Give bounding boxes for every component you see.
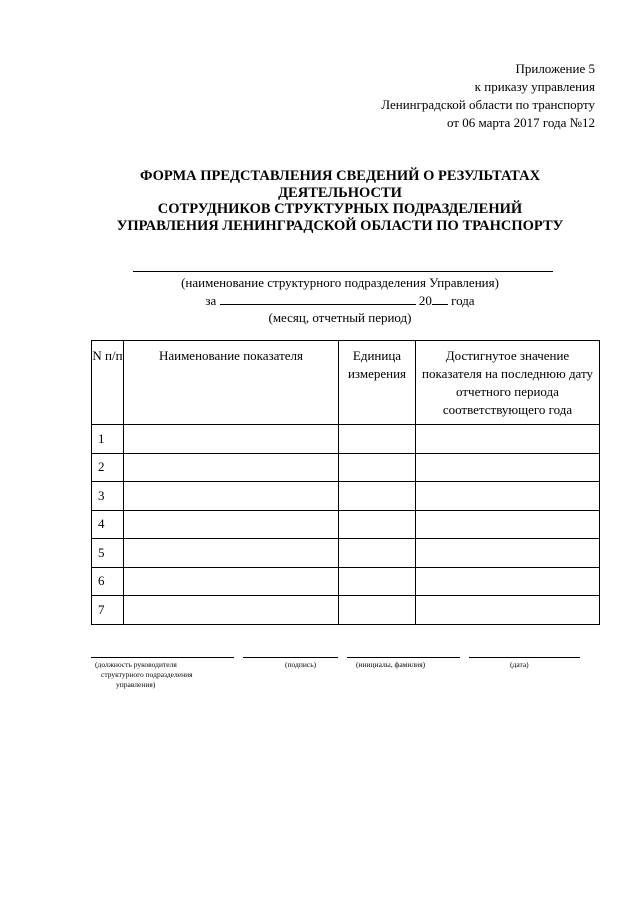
indicator-name-cell[interactable] [124, 510, 339, 539]
table-row [92, 567, 600, 596]
position-label-1: (должность руководителя [95, 660, 177, 669]
row-number: 2 [92, 453, 124, 482]
initials-label: (инициалы, фамилия) [356, 660, 426, 669]
row-number: 6 [92, 567, 124, 596]
header-number: N п/п [92, 341, 124, 425]
value-cell[interactable] [416, 453, 600, 482]
date-label: (дата) [510, 660, 529, 669]
appendix-authority: Ленинградской области по транспорту [381, 97, 595, 112]
signature-line[interactable] [243, 657, 338, 658]
period-year-field[interactable] [432, 292, 448, 305]
appendix-number: Приложение 5 [515, 61, 595, 76]
period-year-prefix: 20 [418, 293, 432, 308]
date-signature-line[interactable] [469, 657, 580, 658]
indicator-name-cell[interactable] [124, 567, 339, 596]
title-line-4: УПРАВЛЕНИЯ ЛЕНИНГРАДСКОЙ ОБЛАСТИ ПО ТРАНСПОРТУ [116, 217, 564, 234]
title-line-2: ДЕЯТЕЛЬНОСТИ [278, 184, 402, 201]
position-label-3: управления) [116, 680, 156, 689]
indicators-table [91, 340, 600, 625]
indicator-name-cell[interactable] [124, 482, 339, 511]
indicator-name-cell[interactable] [124, 539, 339, 568]
value-cell[interactable] [416, 510, 600, 539]
appendix-block [381, 60, 595, 132]
header-indicator-name: Наименование показателя [124, 341, 339, 425]
period-prefix: за [205, 293, 217, 308]
unit-cell[interactable] [339, 567, 416, 596]
form-title [60, 168, 620, 234]
header-unit: Единица измерения [339, 341, 416, 425]
unit-cell[interactable] [339, 425, 416, 454]
row-number: 5 [92, 539, 124, 568]
position-label-2: структурного подразделения [101, 670, 193, 679]
unit-cell[interactable] [339, 510, 416, 539]
unit-cell[interactable] [339, 453, 416, 482]
value-cell[interactable] [416, 596, 600, 625]
table-row [92, 482, 600, 511]
header-achieved-value: Достигнутое значение показателя на последнюю дату отчетного периода соответствующего года [416, 341, 600, 425]
signature-label: (подпись) [285, 660, 317, 669]
table-row [92, 596, 600, 625]
unit-cell[interactable] [339, 596, 416, 625]
table-row [92, 453, 600, 482]
value-cell[interactable] [416, 482, 600, 511]
initials-signature-line[interactable] [347, 657, 460, 658]
appendix-order: к приказу управления [474, 79, 595, 94]
row-number: 1 [92, 425, 124, 454]
table-row [92, 425, 600, 454]
value-cell[interactable] [416, 539, 600, 568]
department-caption: (наименование структурного подразделения Управления) [181, 275, 499, 290]
value-cell[interactable] [416, 567, 600, 596]
indicator-name-cell[interactable] [124, 425, 339, 454]
unit-cell[interactable] [339, 539, 416, 568]
department-name-field[interactable] [133, 271, 553, 272]
period-row [60, 292, 620, 309]
table-row [92, 539, 600, 568]
row-number: 4 [92, 510, 124, 539]
period-suffix: года [451, 293, 475, 308]
indicator-name-cell[interactable] [124, 596, 339, 625]
title-line-3: СОТРУДНИКОВ СТРУКТУРНЫХ ПОДРАЗДЕЛЕНИЙ [157, 201, 523, 217]
value-cell[interactable] [416, 425, 600, 454]
indicator-name-cell[interactable] [124, 453, 339, 482]
appendix-date: от 06 марта 2017 года №12 [446, 115, 595, 130]
position-signature-line[interactable] [91, 657, 234, 658]
unit-cell[interactable] [339, 482, 416, 511]
period-caption: (месяц, отчетный период) [268, 310, 412, 325]
table-row [92, 510, 600, 539]
period-month-field[interactable] [220, 292, 416, 305]
title-line-1: ФОРМА ПРЕДСТАВЛЕНИЯ СВЕДЕНИЙ О РЕЗУЛЬТАТАХ [139, 168, 541, 184]
row-number: 7 [92, 596, 124, 625]
row-number: 3 [92, 482, 124, 511]
table-header-row [92, 341, 600, 425]
